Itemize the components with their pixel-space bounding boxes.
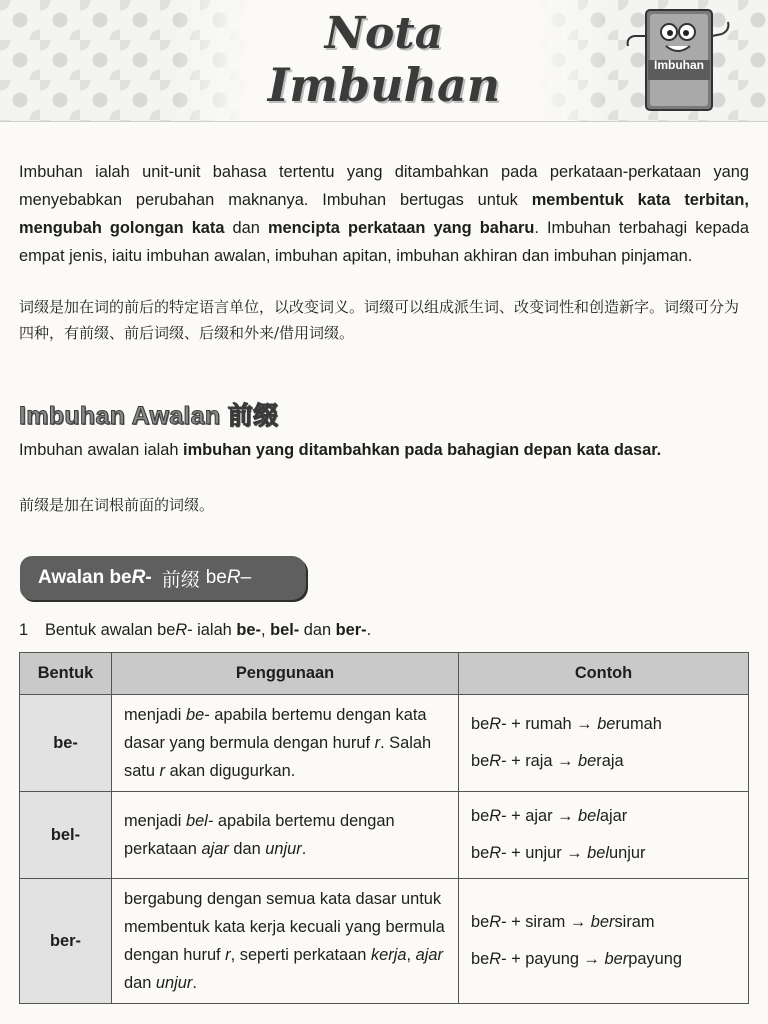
- usage-text: , seperti perkataan: [230, 946, 371, 964]
- section-bold-1: imbuhan yang ditambahkan pada bahagian depan kata dasar.: [183, 441, 662, 459]
- item-bold-be: be-: [236, 621, 261, 639]
- example-prefix: be: [471, 752, 490, 770]
- usage-italic: be-: [185, 706, 210, 724]
- example-result-prefix: bel: [587, 844, 610, 862]
- intro-paragraph: [19, 158, 749, 270]
- header-penggunaan: Penggunaan: [112, 653, 459, 695]
- intro-text-1: Imbuhan ialah unit-unit bahasa tertentu yang ditambahkan pada perkataan-perkataan yang menyebabkan perubahan maknanya. Imbuhan bertugas untuk: [19, 163, 749, 209]
- item-bold-bel: bel-: [270, 621, 300, 639]
- usage-italic: ajar: [415, 946, 443, 964]
- mascot-label: Imbuhan: [654, 58, 704, 72]
- example-r: R: [489, 844, 502, 862]
- example-cell: [459, 792, 749, 879]
- usage-text: apabila bertemu dengan kata dasar yang bermula dengan huruf: [124, 706, 427, 752]
- page-title-line1: Nota: [324, 8, 444, 59]
- usage-text: menjadi: [124, 706, 186, 724]
- subsection-pill: [20, 556, 306, 600]
- example-line: [471, 835, 736, 872]
- example-result-prefix: bel: [578, 807, 600, 825]
- usage-italic: r: [374, 734, 381, 752]
- example-r: R: [489, 913, 502, 931]
- usage-italic: bel-: [185, 812, 214, 830]
- intro-text-2: dan: [224, 219, 268, 237]
- form-cell: bel-: [20, 792, 112, 879]
- page-title-line2: Imbuhan: [267, 58, 501, 112]
- example-result-root: ajar: [599, 807, 628, 825]
- example-result-prefix: ber: [604, 950, 629, 968]
- item-text-2: - ialah: [187, 621, 237, 639]
- item-bold-ber: ber-: [335, 621, 367, 639]
- list-number: 1: [19, 621, 29, 639]
- usage-text: . Salah satu: [124, 734, 432, 780]
- usage-cell: [112, 879, 459, 1004]
- example-result-root: rumah: [615, 715, 662, 733]
- pill-dash: -: [145, 567, 152, 588]
- prefix-table: [19, 652, 749, 1004]
- pill-suffix: [206, 567, 251, 589]
- section-paragraph: [19, 436, 749, 464]
- item-text-1: Bentuk awalan be: [45, 621, 176, 639]
- example-mid: - + siram →: [501, 913, 591, 931]
- intro-bold-1: membentuk kata terbitan, mengubah golongan kata: [19, 191, 749, 237]
- list-item-1: [19, 618, 749, 642]
- example-mid: - + ajar →: [501, 807, 579, 825]
- example-mid: - + unjur →: [501, 844, 588, 862]
- section-chinese: 前缀是加在词根前面的词缀。: [19, 496, 215, 514]
- header-contoh: Contoh: [459, 653, 749, 695]
- usage-text: .: [301, 840, 307, 858]
- item-text-3: ,: [260, 621, 271, 639]
- usage-italic: kerja: [370, 946, 407, 964]
- example-prefix: be: [471, 844, 490, 862]
- section-heading: Imbuhan Awalan 前缀: [19, 402, 279, 430]
- example-r: R: [489, 715, 502, 733]
- form-cell: be-: [20, 695, 112, 792]
- table-header-row: [20, 653, 749, 695]
- usage-text: akan digugurkan.: [165, 762, 296, 780]
- example-result-root: payung: [628, 950, 682, 968]
- example-line: [471, 706, 736, 743]
- usage-italic: unjur: [265, 840, 302, 858]
- table-row: [20, 879, 749, 1004]
- usage-text: apabila bertemu dengan perkataan: [124, 812, 395, 858]
- usage-text: dan: [228, 840, 266, 858]
- example-prefix: be: [471, 807, 490, 825]
- example-line: [471, 904, 736, 941]
- example-line: [471, 941, 736, 978]
- header-bentuk: Bentuk: [20, 653, 112, 695]
- example-mid: - + payung →: [501, 950, 605, 968]
- example-result-root: siram: [614, 913, 655, 931]
- example-result-prefix: be: [597, 715, 616, 733]
- table-row: [20, 792, 749, 879]
- usage-text: .: [192, 974, 197, 992]
- example-mid: - + rumah →: [501, 715, 598, 733]
- usage-italic: r: [159, 762, 166, 780]
- usage-italic: unjur: [155, 974, 193, 992]
- usage-cell: [112, 792, 459, 879]
- pill-r: R: [131, 567, 146, 588]
- example-line: [471, 798, 736, 835]
- example-result-prefix: ber: [590, 913, 615, 931]
- item-text-4: dan: [299, 621, 336, 639]
- example-r: R: [489, 752, 502, 770]
- table-row: [20, 695, 749, 792]
- usage-cell: [112, 695, 459, 792]
- pill-chinese: 前缀: [161, 568, 200, 591]
- intro-text-3: . Imbuhan terbahagi kepada empat jenis, iaitu imbuhan awalan, imbuhan apitan, imbuhan akhiran dan imbuhan pinjaman.: [19, 219, 749, 265]
- example-cell: [459, 695, 749, 792]
- usage-italic: ajar: [201, 840, 229, 858]
- pill-text: Awalan be: [38, 567, 132, 588]
- intro-bold-2: mencipta perkataan yang baharu: [267, 219, 535, 237]
- example-mid: - + raja →: [501, 752, 579, 770]
- example-r: R: [489, 950, 502, 968]
- example-result-prefix: be: [578, 752, 597, 770]
- form-cell: ber-: [20, 879, 112, 1004]
- usage-text: menjadi: [124, 812, 186, 830]
- usage-text: bergabung dengan semua kata dasar untuk membentuk kata kerja kecuali yang bermula dengan huruf: [124, 890, 445, 964]
- example-r: R: [489, 807, 502, 825]
- intro-chinese: 词缀是加在词的前后的特定语言单位，以改变词义。词缀可以组成派生词、改变词性和创造新字。词缀可分为四种，有前缀、前后词缀、后缀和外来/借用词缀。: [19, 298, 740, 342]
- usage-italic: r: [225, 946, 231, 964]
- example-line: [471, 743, 736, 780]
- item-r: R: [175, 621, 188, 639]
- example-cell: [459, 879, 749, 1004]
- item-text-5: .: [366, 621, 372, 639]
- example-prefix: be: [471, 715, 490, 733]
- example-prefix: be: [471, 950, 490, 968]
- section-text-1: Imbuhan awalan ialah: [19, 441, 184, 459]
- page-header: [0, 0, 768, 122]
- pill-be2: be: [205, 567, 227, 588]
- usage-text: ,: [406, 946, 416, 964]
- example-result-root: unjur: [609, 844, 646, 862]
- example-result-root: raja: [596, 752, 624, 770]
- example-prefix: be: [471, 913, 490, 931]
- pill-r2: R: [226, 567, 241, 588]
- usage-text: dan: [124, 974, 156, 992]
- pill-dash2: –: [240, 567, 252, 588]
